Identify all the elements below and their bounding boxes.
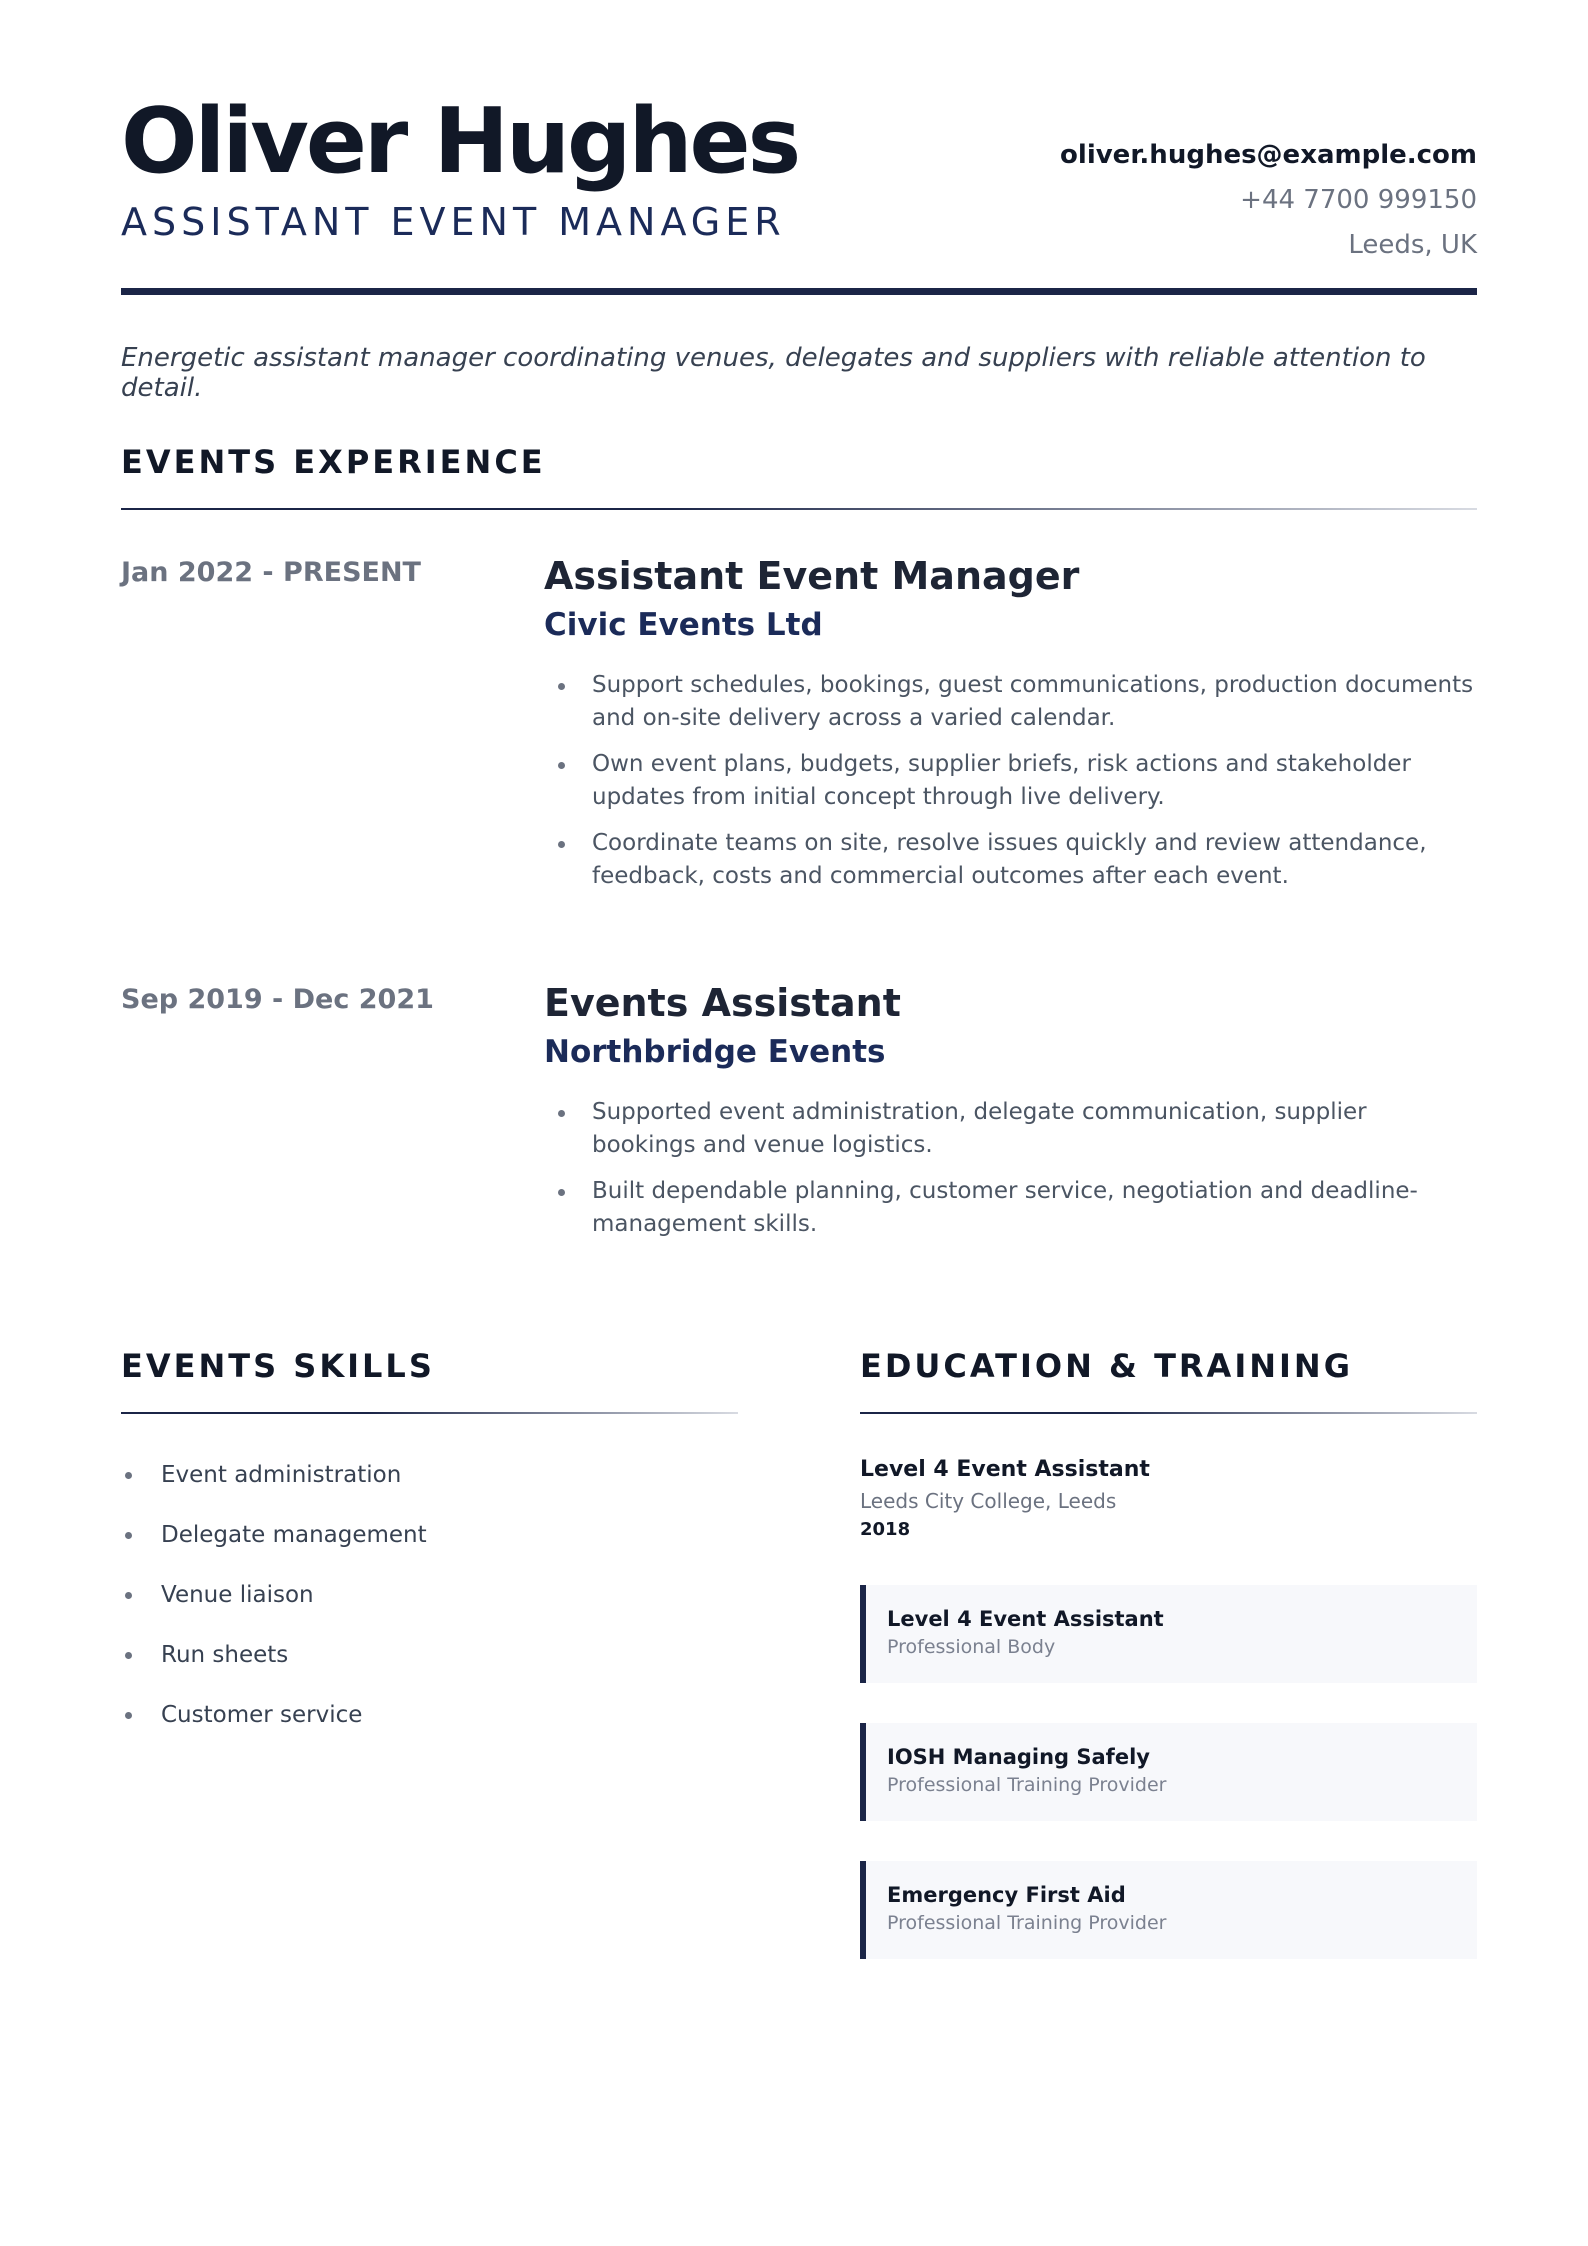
section-title-skills: EVENTS SKILLS [121,1347,435,1385]
skills-list [121,1455,427,1755]
job-dates: Sep 2019 - Dec 2021 [121,984,434,1015]
contact-location: Leeds, UK [1348,230,1477,260]
section-divider-education [860,1412,1477,1414]
certification-issuer: Professional Body [887,1636,1056,1658]
job-bullet: Coordinate teams on site, resolve issues quickly and review attendance, feedback, costs and commercial outcomes after each event. [544,827,1477,893]
contact-block [1060,133,1477,268]
job-bullet: Built dependable planning, customer service, negotiation and deadline-management skills. [544,1175,1477,1241]
section-title-experience: EVENTS EXPERIENCE [121,443,546,481]
skill-item: Venue liaison [121,1575,427,1635]
profile-summary: Energetic assistant manager coordinating venues, delegates and suppliers with reliable attention to detail. [121,343,1426,403]
certification-issuer: Professional Training Provider [887,1774,1167,1796]
skill-item: Event administration [121,1455,427,1515]
section-title-education: EDUCATION & TRAINING [860,1347,1353,1385]
certification-card [860,1861,1477,1959]
certification-title: Emergency First Aid [887,1883,1126,1907]
candidate-name: Oliver Hughes [121,89,799,194]
candidate-role: ASSISTANT EVENT MANAGER [121,200,786,244]
education-entry [860,1455,1477,1543]
job-bullet: Support schedules, bookings, guest communications, production documents and on-site delivery across a varied calendar. [544,669,1477,735]
skill-item: Run sheets [121,1635,427,1695]
header-divider [121,288,1477,295]
job-bullets [544,669,1477,893]
section-divider-experience [121,508,1477,510]
job-bullet: Supported event administration, delegate communication, supplier bookings and venue logistics. [544,1096,1477,1162]
job-company: Civic Events Ltd [544,607,823,643]
job-dates: Jan 2022 - PRESENT [121,557,421,588]
education-year: 2018 [860,1519,911,1540]
resume-header [121,89,1477,295]
certification-title: Level 4 Event Assistant [887,1607,1164,1631]
education-qualification: Level 4 Event Assistant [860,1457,1150,1482]
job-company: Northbridge Events [544,1034,886,1070]
certification-title: IOSH Managing Safely [887,1745,1150,1769]
contact-email[interactable]: oliver.hughes@example.com [1060,140,1477,170]
job-bullets [544,1096,1477,1241]
skill-item: Delegate management [121,1515,427,1575]
contact-phone: +44 7700 999150 [1240,185,1477,215]
certification-issuer: Professional Training Provider [887,1912,1167,1934]
job-title: Events Assistant [544,981,901,1025]
job-title: Assistant Event Manager [544,554,1080,598]
job-bullet: Own event plans, budgets, supplier briefs, risk actions and stakeholder updates from initial concept through live delivery. [544,748,1477,814]
section-divider-skills [121,1412,738,1414]
education-institution: Leeds City College, Leeds [860,1489,1117,1513]
skill-item: Customer service [121,1695,427,1755]
certification-card [860,1723,1477,1821]
certification-card [860,1585,1477,1683]
